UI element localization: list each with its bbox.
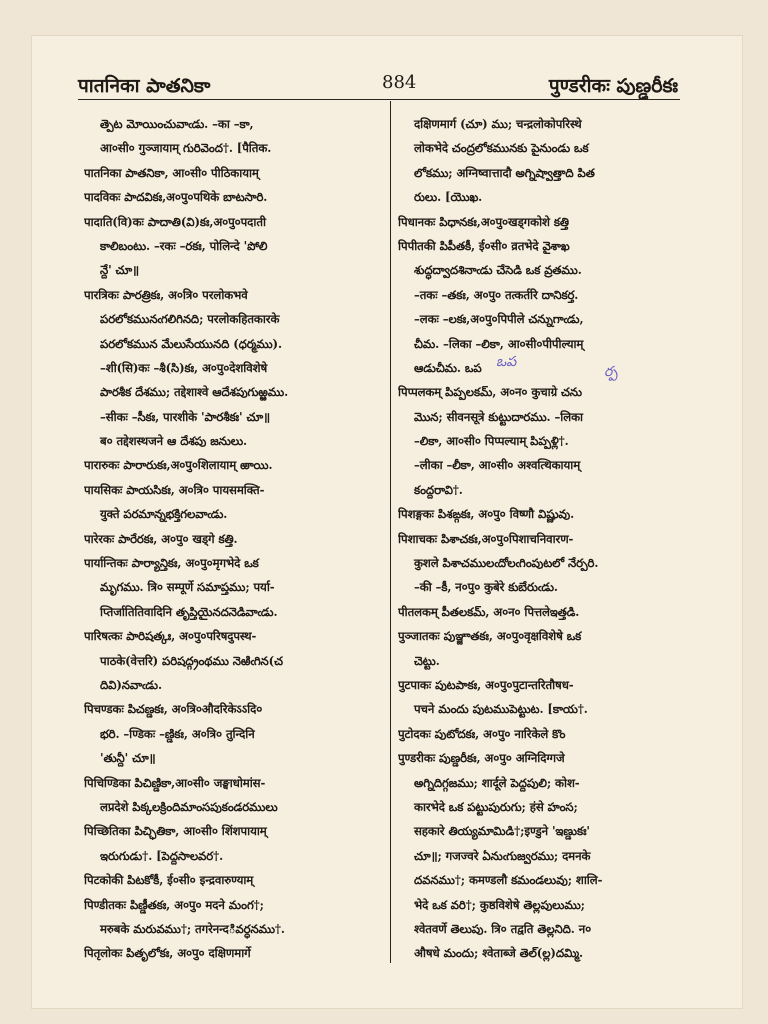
- dictionary-line: युक्ते పరమాన్నభక్తిగలవాఁడు.: [100, 507, 228, 522]
- dictionary-line: దివి)నవాఁడు.: [100, 677, 162, 692]
- dictionary-line: पारिषत्कः పారిషత్కః, अ०पु०परिषदुपस्थ-: [84, 629, 257, 644]
- dictionary-line: पादाति(वि)कः పాదాతి(వి)కః,अ०पु०पदाती: [84, 214, 266, 229]
- dictionary-line: లోకము; अग्निष्वात्तादौ అగ్నిష్వాత్తాది పిత: [414, 165, 595, 180]
- dictionary-line: पार्यान्तिकः పార్యాన్తికః, अ०पु०मृगभेदे ఒక: [84, 556, 259, 571]
- dictionary-line: –की –కీ, न०पु० कुबेरे కుబేరుఁడు.: [414, 580, 558, 595]
- dictionary-line: पितृलोकः పితృలోకః, अ०पु० दक्षिणमार्गे: [84, 946, 251, 961]
- dictionary-line: ఆడుచీమ. ఒప: [414, 360, 482, 375]
- dictionary-line: पीतलकम् పీతలకమ్, अ०न० पित्तलेఇత్తడి.: [398, 604, 580, 619]
- dictionary-line: भेदे ఒక వరి†; कुष्ठविशेषे తెల్లపులుము;: [414, 897, 585, 912]
- dictionary-line: –लीका –లీకా, आ०सी० अश्वत्थिकायाम्: [414, 458, 581, 473]
- dictionary-line: कारभेदे ఒక పట్టుపురుగు; हंसे హంస;: [414, 799, 578, 814]
- dictionary-line: దవనము†; कमण्डलौ కమండలువు; शालि-: [414, 873, 603, 888]
- dictionary-line: పరలోకమునఁగలిగినది; परलोकहितकारके: [100, 312, 280, 327]
- dictionary-line: చెట్టు.: [414, 653, 440, 668]
- dictionary-line: –लकः –లకః,अ०पु०पिपीले చన్నుగాఁడు,: [414, 312, 584, 327]
- dictionary-line: భరి. –ण्डिकः –ణ్డికః, अ०त्रि० तुन्दिनि: [100, 726, 255, 741]
- dictionary-line: दक्षिणमार्ग (చూ) ము; चन्द्रलोकोपरिस्थे: [414, 117, 582, 131]
- header-right-headword: पुण्डरीकः పుణ్డరీకః: [548, 75, 678, 97]
- column-divider: [390, 101, 391, 963]
- right-column: [398, 112, 684, 966]
- dictionary-line: पारेरकः పారేరకః, अ०पु० खड्गे కత్తి.: [84, 531, 238, 546]
- dictionary-line: पारत्रिकः పారత్రికః, अ०त्रि० परलोकभवे: [84, 287, 248, 302]
- dictionary-line: प्तिर्जातितिवादिनि తృప్తియైనదనెడివాఁడు.: [100, 604, 278, 619]
- dictionary-line: सहकारे తియ్యమామిడి†;इण्डुने 'ఇణ్డుకః': [414, 824, 590, 839]
- dictionary-line: శుద్ధద్వాదశినాఁడు చేసెడి ఒక వ్రతము.: [414, 263, 582, 278]
- handwritten-annotation: ర్ప: [604, 364, 618, 380]
- dictionary-line: చీమ. –लिका –లికా, आ०सी०पीपील्याम्: [414, 336, 584, 351]
- dictionary-line: लोकभेदे చంద్రలోకమునకు పైనుండు ఒక: [414, 141, 589, 156]
- dictionary-line: पिपीतकी పిపీతకీ, ई०सी० व्रतभेदे వైశాఖ: [398, 238, 570, 253]
- dictionary-line: కాలిబంటు. –रकः –రకః, पोलिन्दे 'పోలి: [100, 238, 268, 253]
- dictionary-line: –सीकः –సీకః, पारशीके 'పారశీకః' చూ॥: [100, 409, 270, 424]
- dictionary-line: –లికా, आ०सी० पिप्पल्याम् పిప్పళ్లి†.: [414, 434, 569, 449]
- dictionary-line: पारारुकः పారారుకః,अ०पु०शिलायाम् ఱాయి.: [84, 458, 273, 473]
- dictionary-line: पिधानकः పిధానకః,अ०पु०खड्गकोशे కత్తి: [398, 214, 569, 229]
- dictionary-line: త్పెట మోయించువాఁడు. –का –కా,: [100, 117, 254, 131]
- dictionary-line: మొన; सीवनसूत्रे కుట్టుదారము. –लिका: [414, 409, 583, 424]
- dictionary-line: पिशङ्गकः పిశఙ్గకః, अ०पु० विष्णौ విష్ణువు.: [398, 507, 575, 522]
- dictionary-line: लप्रदेशे పిక్కలక్రిందిమాంసపుకండరములు: [100, 799, 278, 814]
- dictionary-line: पातनिका పాతనికా, आ०सी० पीठिकायाम्: [84, 165, 259, 180]
- dictionary-line: पिटकोकी పిటకోకీ, ई०सी० इन्द्रवारुण्याम्: [84, 873, 254, 888]
- handwritten-annotation: ఒప: [496, 354, 517, 370]
- dictionary-line: आ०सी० गुञ्जायाम् గురివెంద†. [पैतिक.: [100, 141, 272, 156]
- dictionary-line: పారశీక దేశము; तद्देशाश्वे ఆదేశపుగుఱ్ఱము.: [100, 385, 289, 400]
- dictionary-line: –तकः –తకః, अ०पु० तत्कर्तरि దానికర్త.: [414, 287, 579, 302]
- dictionary-line: पुटोदकः పుటోదకః, अ०पु० नारिकेले కొం: [398, 726, 566, 741]
- dictionary-line: ఇరుగుడు†. [పెద్దసాలవర†.: [100, 848, 224, 863]
- dictionary-line: पायसिकः పాయసికః, अ०त्रि० पायसमक्ति-: [84, 482, 265, 497]
- dictionary-line: पिण्डीतकः పిణ్డీతకః, अ०पु० मदने మంగ†;: [84, 897, 264, 912]
- page-header: [78, 68, 678, 98]
- dictionary-line: पचने మందు పుటముపెట్టుట. [కాయ†.: [414, 702, 588, 717]
- dictionary-line: కంద్దరావి†.: [414, 482, 463, 497]
- header-rule: [78, 99, 680, 100]
- dictionary-line: मरुबके మరువము†; तगरेनन्दివర్ధనము†.: [100, 921, 285, 936]
- dictionary-line: న్దే' చూ॥: [100, 263, 140, 278]
- dictionary-line: पिप्पलकम् పిప్పలకమ్, अ०न० कुचाग्रे చను: [398, 385, 582, 400]
- header-left-headword: पातनिका పాతనికా: [78, 75, 211, 97]
- dictionary-line: पादविकः పాదవికః,अ०पु०पथिके బాటసారి.: [84, 190, 268, 205]
- dictionary-line: రులు. [యొఖ.: [414, 190, 483, 205]
- dictionary-line: ब० तद्देशस्थजने ఆ దేశపు జనులు.: [100, 434, 247, 449]
- dictionary-line: पाठके(वेत्तरि) పరిషద్గ్రంథము నెఱిఁగిన(చ: [100, 653, 283, 668]
- dictionary-line: –शी(सि)कः –శీ(సి)కః, अ०पु०देशविशेषे: [100, 360, 268, 375]
- dictionary-line: पिशाचकः పిశాచకః,अ०पु०पिशाचनिवारण-: [398, 531, 574, 546]
- dictionary-line: पिच्छितिका పిచ్ఛితికా, आ०सी० शिंशपायाम्: [84, 824, 267, 839]
- dictionary-line: पिचिण्डिका పిచిణ్డికా,आ०सी० जङ्घाधोमांस-: [84, 775, 266, 790]
- dictionary-line: पुण्डरीकः పుణ్డరీకః, अ०पु० अग्निदिग्गजे: [398, 751, 565, 766]
- dictionary-line: पुटपाकः పుటపాకః, अ०पु०पुटान्तरितौषध-: [398, 677, 574, 692]
- page-number: 884: [382, 72, 417, 93]
- dictionary-line: అగ్నిదిగ్గజము; शार्दूले పెద్దపులి; कोश-: [414, 775, 580, 790]
- dictionary-line: औषधे మందు; श्वेताब्जे తెల్(ల్ల)దమ్మి.: [414, 946, 583, 961]
- dictionary-line: श्वेतवर्णे తెలుపు. त्रि० तद्वति తెల్లనిది. न०: [414, 921, 592, 936]
- dictionary-line: చూ॥; गजज्वरे ఏనుఁగుజ్వరము; दमनके: [414, 848, 591, 863]
- dictionary-line: पुञ्जातकः పుఞ్జాతకః, अ०पु०वृक्षविशेषे ఒక: [398, 629, 582, 644]
- dictionary-line: పరలోకమున మేలుసేయునది (ధర్మము).: [100, 336, 282, 351]
- dictionary-line: మృగము. त्रि० सम्पूर्णे సమాప్తము; पर्या-: [100, 580, 275, 595]
- dictionary-line: पिचण्डकः పిచణ్డకః, अ०त्रि०औदरिकेऽऽदि०: [84, 702, 263, 717]
- left-column: [84, 112, 382, 966]
- dictionary-line: कुशले పిశాచములఁదోలఁగింపుటలో నేర్పరి.: [414, 556, 599, 571]
- dictionary-line: 'తున్దీ' చూ॥: [100, 751, 156, 766]
